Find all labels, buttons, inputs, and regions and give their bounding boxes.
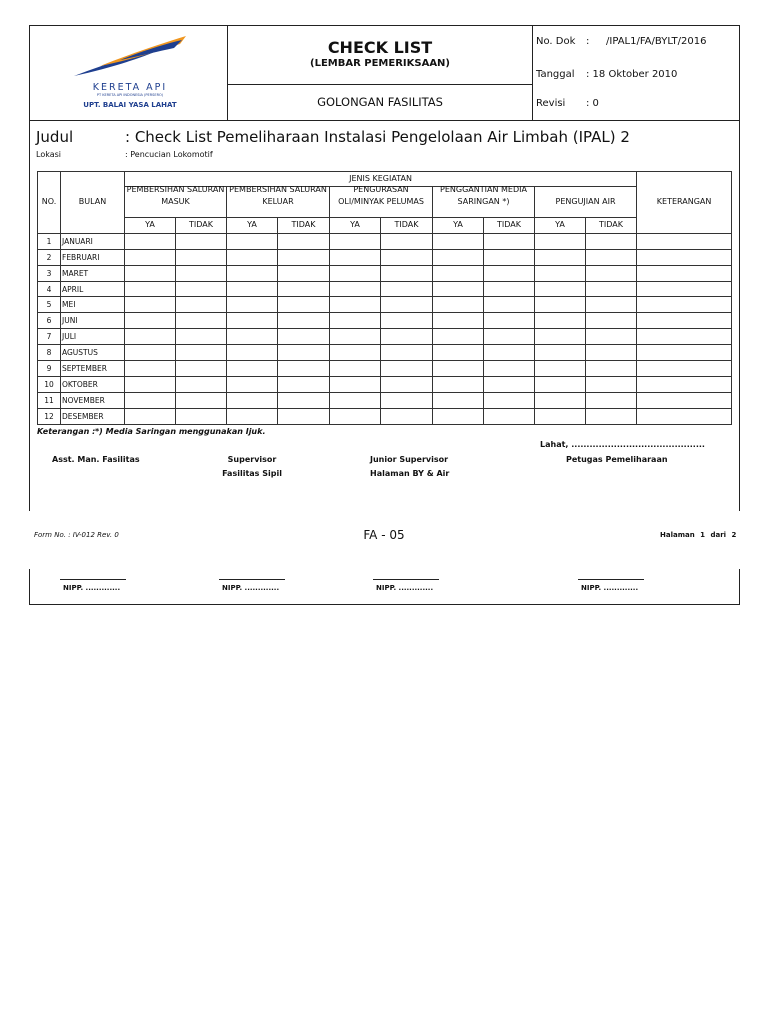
check-cell[interactable] bbox=[176, 281, 227, 297]
tidak-header: TIDAK bbox=[176, 218, 227, 234]
check-cell[interactable] bbox=[278, 265, 330, 281]
check-cell[interactable] bbox=[125, 233, 176, 249]
check-cell[interactable] bbox=[330, 297, 381, 313]
check-cell[interactable] bbox=[535, 329, 586, 345]
check-cell[interactable] bbox=[535, 376, 586, 392]
check-cell[interactable] bbox=[330, 376, 381, 392]
check-cell[interactable] bbox=[484, 408, 535, 424]
check-cell[interactable] bbox=[586, 281, 637, 297]
keterangan-cell[interactable] bbox=[637, 233, 732, 249]
check-cell[interactable] bbox=[227, 408, 278, 424]
page-total: 2 bbox=[731, 531, 737, 539]
signature-line-3 bbox=[373, 579, 439, 580]
table-row bbox=[38, 345, 732, 361]
col-jenis-header: JENIS KEGIATAN bbox=[125, 172, 637, 187]
check-cell[interactable] bbox=[176, 297, 227, 313]
table-row bbox=[38, 233, 732, 249]
unit-name: UPT. BALAI YASA LAHAT bbox=[83, 101, 177, 109]
note-label: Keterangan : bbox=[37, 427, 96, 436]
check-cell[interactable] bbox=[433, 329, 484, 345]
table-row bbox=[38, 297, 732, 313]
check-cell[interactable] bbox=[330, 233, 381, 249]
check-cell[interactable] bbox=[586, 361, 637, 377]
page-indicator bbox=[660, 531, 736, 539]
lower-bottom-border bbox=[29, 604, 740, 605]
row-month: MARET bbox=[61, 265, 125, 281]
logo-name: KERETA API bbox=[92, 82, 168, 93]
keterangan-cell[interactable] bbox=[637, 408, 732, 424]
no-dok-value: /IPAL1/FA/BYLT/2016 bbox=[606, 36, 707, 47]
signatory-4-title: Petugas Pemeliharaan bbox=[566, 455, 668, 464]
check-cell[interactable] bbox=[125, 297, 176, 313]
check-cell[interactable] bbox=[535, 345, 586, 361]
check-cell[interactable] bbox=[227, 281, 278, 297]
check-cell[interactable] bbox=[227, 233, 278, 249]
check-cell[interactable] bbox=[484, 265, 535, 281]
check-cell[interactable] bbox=[176, 392, 227, 408]
header-title-divider bbox=[227, 84, 533, 85]
check-cell[interactable] bbox=[330, 281, 381, 297]
check-cell[interactable] bbox=[227, 329, 278, 345]
activity-header: PENGGANTIAN MEDIA SARINGAN *) bbox=[433, 187, 535, 218]
check-cell[interactable] bbox=[125, 361, 176, 377]
row-month: MEI bbox=[61, 297, 125, 313]
check-cell[interactable] bbox=[125, 249, 176, 265]
row-number: 7 bbox=[38, 329, 61, 345]
table-row bbox=[38, 392, 732, 408]
check-cell[interactable] bbox=[227, 249, 278, 265]
keterangan-cell[interactable] bbox=[637, 265, 732, 281]
revisi-label: Revisi bbox=[536, 98, 566, 109]
check-cell[interactable] bbox=[278, 297, 330, 313]
row-month: OKTOBER bbox=[61, 376, 125, 392]
row-number: 5 bbox=[38, 297, 61, 313]
halaman-label: Halaman bbox=[660, 531, 695, 539]
tidak-header: TIDAK bbox=[278, 218, 330, 234]
check-cell[interactable] bbox=[484, 249, 535, 265]
check-cell[interactable] bbox=[433, 249, 484, 265]
check-cell[interactable] bbox=[381, 233, 433, 249]
check-cell[interactable] bbox=[330, 313, 381, 329]
activity-header: PENGURASAN OLI/MINYAK PELUMAS bbox=[330, 187, 433, 218]
checklist-table bbox=[37, 171, 732, 425]
tidak-header: TIDAK bbox=[586, 218, 637, 234]
lower-right-border bbox=[739, 569, 740, 605]
check-cell[interactable] bbox=[586, 329, 637, 345]
ya-header: YA bbox=[433, 218, 484, 234]
check-cell[interactable] bbox=[278, 281, 330, 297]
check-cell[interactable] bbox=[433, 392, 484, 408]
check-cell[interactable] bbox=[381, 376, 433, 392]
ya-header: YA bbox=[227, 218, 278, 234]
check-cell[interactable] bbox=[535, 313, 586, 329]
check-cell[interactable] bbox=[278, 249, 330, 265]
row-month: JUNI bbox=[61, 313, 125, 329]
check-cell[interactable] bbox=[381, 265, 433, 281]
check-cell[interactable] bbox=[176, 376, 227, 392]
check-cell[interactable] bbox=[433, 281, 484, 297]
check-cell[interactable] bbox=[278, 313, 330, 329]
check-cell[interactable] bbox=[381, 329, 433, 345]
signatory-3-subtitle: Halaman BY & Air bbox=[370, 469, 450, 478]
check-cell[interactable] bbox=[125, 281, 176, 297]
check-cell[interactable] bbox=[125, 265, 176, 281]
check-cell[interactable] bbox=[330, 408, 381, 424]
check-cell[interactable] bbox=[227, 392, 278, 408]
check-cell[interactable] bbox=[381, 361, 433, 377]
check-cell[interactable] bbox=[330, 392, 381, 408]
no-dok-label: No. Dok bbox=[536, 36, 576, 47]
revisi-value: : 0 bbox=[586, 98, 599, 109]
check-cell[interactable] bbox=[227, 265, 278, 281]
lokasi-label: Lokasi bbox=[36, 150, 61, 159]
row-number: 3 bbox=[38, 265, 61, 281]
check-cell[interactable] bbox=[125, 392, 176, 408]
check-cell[interactable] bbox=[535, 361, 586, 377]
table-row bbox=[38, 281, 732, 297]
ya-header: YA bbox=[125, 218, 176, 234]
check-cell[interactable] bbox=[330, 265, 381, 281]
check-cell[interactable] bbox=[278, 345, 330, 361]
col-bulan-header: BULAN bbox=[61, 172, 125, 234]
check-cell[interactable] bbox=[381, 249, 433, 265]
check-cell[interactable] bbox=[586, 265, 637, 281]
check-cell[interactable] bbox=[227, 313, 278, 329]
row-month: SEPTEMBER bbox=[61, 361, 125, 377]
check-cell[interactable] bbox=[433, 345, 484, 361]
check-cell[interactable] bbox=[176, 329, 227, 345]
check-cell[interactable] bbox=[278, 408, 330, 424]
row-month: JULI bbox=[61, 329, 125, 345]
row-number: 11 bbox=[38, 392, 61, 408]
ya-header: YA bbox=[535, 218, 586, 234]
keterangan-cell[interactable] bbox=[637, 376, 732, 392]
kereta-api-logo-icon bbox=[70, 32, 190, 82]
row-number: 1 bbox=[38, 233, 61, 249]
check-cell[interactable] bbox=[125, 329, 176, 345]
page-subtitle: (LEMBAR PEMERIKSAAN) bbox=[310, 58, 450, 69]
check-cell[interactable] bbox=[586, 376, 637, 392]
form-number: Form No. : IV-012 Rev. 0 bbox=[34, 531, 119, 539]
check-cell[interactable] bbox=[484, 281, 535, 297]
form-code: FA - 05 bbox=[363, 528, 405, 542]
lokasi-value: : Pencucian Lokomotif bbox=[125, 150, 213, 159]
check-cell[interactable] bbox=[535, 392, 586, 408]
check-cell[interactable] bbox=[484, 313, 535, 329]
check-cell[interactable] bbox=[586, 345, 637, 361]
check-cell[interactable] bbox=[330, 249, 381, 265]
no-dok-sep: : bbox=[586, 36, 590, 47]
check-cell[interactable] bbox=[586, 392, 637, 408]
check-cell[interactable] bbox=[278, 233, 330, 249]
check-cell[interactable] bbox=[433, 233, 484, 249]
check-cell[interactable] bbox=[278, 361, 330, 377]
row-number: 2 bbox=[38, 249, 61, 265]
check-cell[interactable] bbox=[381, 281, 433, 297]
check-cell[interactable] bbox=[381, 313, 433, 329]
check-cell[interactable] bbox=[535, 408, 586, 424]
table-row bbox=[38, 249, 732, 265]
row-month: APRIL bbox=[61, 281, 125, 297]
check-cell[interactable] bbox=[330, 329, 381, 345]
check-cell[interactable] bbox=[433, 265, 484, 281]
check-cell[interactable] bbox=[484, 345, 535, 361]
check-cell[interactable] bbox=[433, 361, 484, 377]
check-cell[interactable] bbox=[433, 297, 484, 313]
table-row bbox=[38, 408, 732, 424]
table-row bbox=[38, 313, 732, 329]
keterangan-cell[interactable] bbox=[637, 361, 732, 377]
check-cell[interactable] bbox=[176, 408, 227, 424]
check-cell[interactable] bbox=[586, 249, 637, 265]
check-cell[interactable] bbox=[433, 376, 484, 392]
check-cell[interactable] bbox=[227, 376, 278, 392]
signature-line-1 bbox=[60, 579, 126, 580]
row-number: 12 bbox=[38, 408, 61, 424]
check-cell[interactable] bbox=[125, 313, 176, 329]
signatory-1-title: Asst. Man. Fasilitas bbox=[52, 455, 140, 464]
check-cell[interactable] bbox=[586, 233, 637, 249]
check-cell[interactable] bbox=[227, 345, 278, 361]
keterangan-cell[interactable] bbox=[637, 392, 732, 408]
col-no-header: NO. bbox=[38, 172, 61, 234]
ya-header: YA bbox=[330, 218, 381, 234]
dari-label: dari bbox=[710, 531, 727, 539]
row-month: AGUSTUS bbox=[61, 345, 125, 361]
table-row bbox=[38, 376, 732, 392]
row-month: FEBRUARI bbox=[61, 249, 125, 265]
row-number: 9 bbox=[38, 361, 61, 377]
table-row bbox=[38, 265, 732, 281]
judul-value: : Check List Pemeliharaan Instalasi Pengelolaan Air Limbah (IPAL) 2 bbox=[125, 128, 630, 146]
signature-line-4 bbox=[578, 579, 644, 580]
nipp-2: NIPP. ............. bbox=[222, 584, 280, 592]
check-cell[interactable] bbox=[125, 408, 176, 424]
check-cell[interactable] bbox=[125, 345, 176, 361]
row-number: 8 bbox=[38, 345, 61, 361]
activity-header: PEMBERSIHAN SALURAN KELUAR bbox=[227, 187, 330, 218]
check-cell[interactable] bbox=[176, 313, 227, 329]
row-number: 6 bbox=[38, 313, 61, 329]
body-right-border bbox=[739, 121, 740, 511]
keterangan-cell[interactable] bbox=[637, 249, 732, 265]
check-cell[interactable] bbox=[433, 313, 484, 329]
keterangan-cell[interactable] bbox=[637, 281, 732, 297]
tidak-header: TIDAK bbox=[484, 218, 535, 234]
keterangan-cell[interactable] bbox=[637, 329, 732, 345]
check-cell[interactable] bbox=[586, 297, 637, 313]
tanggal-label: Tanggal bbox=[536, 69, 575, 80]
check-cell[interactable] bbox=[330, 361, 381, 377]
row-number: 4 bbox=[38, 281, 61, 297]
check-cell[interactable] bbox=[535, 297, 586, 313]
place-date: Lahat, ............................................ bbox=[540, 440, 705, 449]
row-number: 10 bbox=[38, 376, 61, 392]
check-cell[interactable] bbox=[535, 281, 586, 297]
body-left-border bbox=[29, 121, 30, 511]
activity-header: PEMBERSIHAN SALURAN MASUK bbox=[125, 187, 227, 218]
check-cell[interactable] bbox=[176, 345, 227, 361]
check-cell[interactable] bbox=[484, 233, 535, 249]
tidak-header: TIDAK bbox=[381, 218, 433, 234]
check-cell[interactable] bbox=[535, 233, 586, 249]
check-cell[interactable] bbox=[278, 329, 330, 345]
row-month: DESEMBER bbox=[61, 408, 125, 424]
check-cell[interactable] bbox=[586, 408, 637, 424]
check-cell[interactable] bbox=[176, 233, 227, 249]
tanggal-value: : 18 Oktober 2010 bbox=[586, 69, 678, 80]
check-cell[interactable] bbox=[227, 297, 278, 313]
row-month: JANUARI bbox=[61, 233, 125, 249]
check-cell[interactable] bbox=[176, 361, 227, 377]
signature-line-2 bbox=[219, 579, 285, 580]
check-cell[interactable] bbox=[535, 249, 586, 265]
page-number: 1 bbox=[700, 531, 706, 539]
check-cell[interactable] bbox=[586, 313, 637, 329]
check-cell[interactable] bbox=[484, 392, 535, 408]
check-cell[interactable] bbox=[176, 249, 227, 265]
check-cell[interactable] bbox=[227, 361, 278, 377]
table-row bbox=[38, 329, 732, 345]
lower-left-border bbox=[29, 569, 30, 605]
page-title: CHECK LIST bbox=[327, 38, 433, 57]
check-cell[interactable] bbox=[381, 345, 433, 361]
col-keterangan-header: KETERANGAN bbox=[637, 172, 732, 234]
check-cell[interactable] bbox=[535, 265, 586, 281]
keterangan-cell[interactable] bbox=[637, 313, 732, 329]
logo-tagline: PT KERETA API INDONESIA (PERSERO) bbox=[96, 93, 164, 97]
check-cell[interactable] bbox=[278, 392, 330, 408]
check-cell[interactable] bbox=[433, 408, 484, 424]
check-cell[interactable] bbox=[484, 361, 535, 377]
check-cell[interactable] bbox=[176, 265, 227, 281]
table-row bbox=[38, 361, 732, 377]
judul-label: Judul bbox=[36, 128, 74, 146]
note-text: *) Media Saringan menggunakan Ijuk. bbox=[95, 427, 266, 436]
check-cell[interactable] bbox=[484, 329, 535, 345]
check-cell[interactable] bbox=[381, 392, 433, 408]
signatory-2-title: Supervisor bbox=[227, 455, 277, 464]
signatory-3-title: Junior Supervisor bbox=[370, 455, 449, 464]
nipp-4: NIPP. ............. bbox=[581, 584, 639, 592]
nipp-1: NIPP. ............. bbox=[63, 584, 121, 592]
nipp-3: NIPP. ............. bbox=[376, 584, 434, 592]
signatory-2-subtitle: Fasilitas Sipil bbox=[222, 469, 282, 478]
check-cell[interactable] bbox=[330, 345, 381, 361]
activity-header: PENGUJIAN AIR bbox=[535, 187, 637, 218]
check-cell[interactable] bbox=[381, 297, 433, 313]
keterangan-cell[interactable] bbox=[637, 345, 732, 361]
check-cell[interactable] bbox=[484, 376, 535, 392]
keterangan-cell[interactable] bbox=[637, 297, 732, 313]
group-name: GOLONGAN FASILITAS bbox=[317, 95, 443, 109]
check-cell[interactable] bbox=[278, 376, 330, 392]
check-cell[interactable] bbox=[125, 376, 176, 392]
check-cell[interactable] bbox=[381, 408, 433, 424]
row-month: NOVEMBER bbox=[61, 392, 125, 408]
check-cell[interactable] bbox=[484, 297, 535, 313]
